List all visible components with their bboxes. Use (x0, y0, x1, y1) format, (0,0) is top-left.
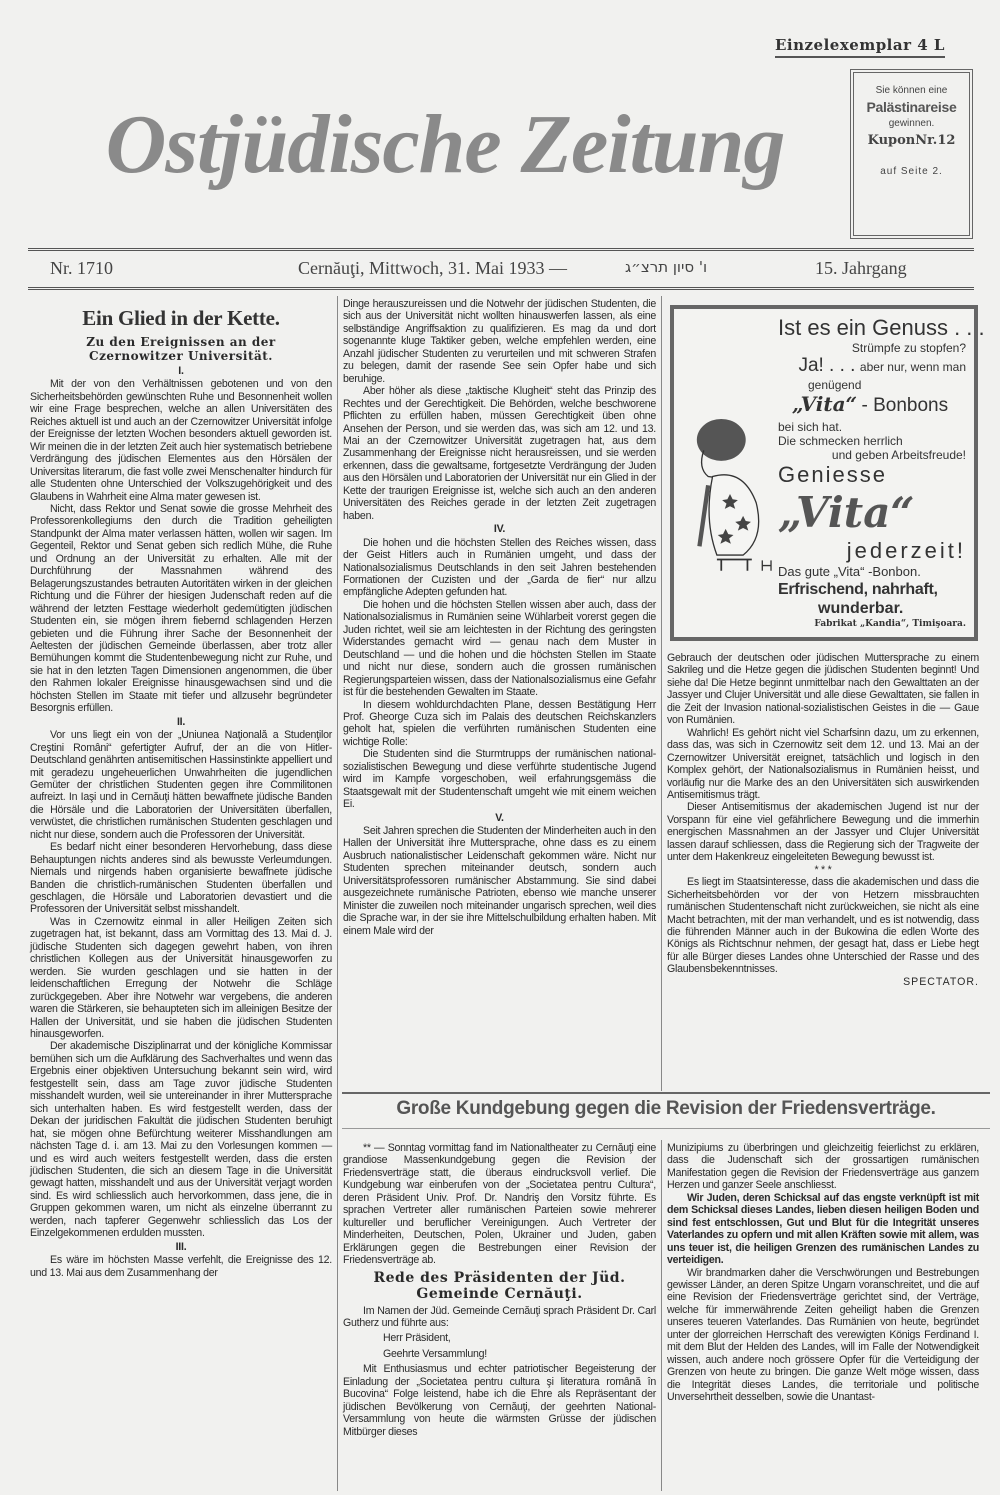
article-title: Ein Glied in der Kette. (82, 306, 280, 330)
vita-brand-logo: „Vita“ (792, 392, 858, 416)
article-subtitle: Zu den Ereignissen an der Czernowitzer Universität. (86, 335, 276, 363)
promo-box (850, 69, 973, 239)
divider (342, 1092, 990, 1094)
paragraph: Gebrauch der deutschen oder jüdischen Muttersprache zu einem Sakrileg und die Hetze gegen die jüdischen Studenten beginnt! Und siehe da! Die Hetze beginnt unmittelbar nach den Gewalttaten an der Jassyer und Clujer Universität und alle diese Gewalttaten, sie fallen in die Zeit der Invasion national-sozialistischen Geistes in die — Gaue von Rumänien. (667, 652, 979, 727)
paragraph: Die Studenten sind die Sturmtrupps der rumänischen national-sozialistischen Bewegung und diese verführte studentische Jugend wird im Kampfe vorgeschoben, weil erfahrungsgemäss die Staatsgewalt mit der Studentenschaft umgeht wie mit einem weichen Ei. (343, 748, 656, 811)
issue-date: Cernăuţi, Mittwoch, 31. Mai 1933 — (298, 258, 567, 278)
ad-text: Strümpfe zu stopfen? (851, 341, 966, 355)
lead-article-column-1 (30, 306, 332, 1279)
paragraph: Aber höher als diese „taktische Klugheit“ steht das Prinzip des Rechtes und der Gerechtigkeit. Die Behörden, welche beschworene Pflichten zu erfüllen haben, müssen Gerechtigkeit üben ohne Ansehen der Person, und sie werden das, was sich am 12. und 13. Mai an der Czernowitzer Universität zugetragen hat, aus dem Zusammenhang der Ereignisse nicht herausreissen, und sie werden erkennen, dass die gewaltsame, fortgesetzte Verdrängung der Juden aus den Hörsälen und Laboratorien der Universität nur ein Glied in der Kette der traurigen Ereignisse ist, welche sich auch an den anderen Universitäten des Reiches gerade in der letzten Zeit zugetragen haben. (343, 385, 656, 522)
ad-headline: Ist es ein Genuss . . . (778, 315, 985, 340)
paragraph: Wir brandmarken daher die Verschwörungen und Bestrebungen gewisser Länder, an deren Spitze Ungarn voranschreitet, und die auf eine Revision der Friedensverträge gerichtet sind, der Verträge, welche für immerwährende Zeiten geheiligt haben die Grenzen unseres teueren Vaterlandes. Das Rumänien von heute, begründet unter der glorreichen Herrschaft des verewigten Königs Ferdinand I. mit dem Blut der Helden des Landes, will im Falle der Notwendigkeit wissen, auch andere noch grössere Opfer für die Verteidigung der Grenzen von heute zu bringen. Die ganze Welt möge wissen, dass die Integrität dieses Landes, die territoriale und politische Unversehrtheit desselben, sowie die Unantast- (667, 1266, 979, 1404)
promo-line: Sie können eine (875, 85, 948, 96)
section-number: I. (178, 365, 184, 377)
promo-line: auf Seite 2. (880, 166, 943, 177)
vita-bonbons-advertisement (670, 305, 985, 641)
ad-text: Die schmecken herrlich (778, 434, 903, 448)
column-divider (661, 296, 662, 1091)
paragraph: Es wäre im höchsten Masse verfehlt, die Ereignisse des 12. und 13. Mai aus dem Zusammenhang der (30, 1254, 332, 1279)
price-label: Einzelexemplar 4 L (775, 36, 945, 58)
promo-coupon: KuponNr.12 (867, 133, 956, 148)
ad-slogan: wunderbar. (818, 600, 904, 617)
salutation: Herr Präsident, (383, 1332, 451, 1345)
column-divider (661, 1140, 662, 1491)
ad-text: - Bonbons (861, 395, 949, 416)
paragraph: Die hohen und die höchsten Stellen wissen aber auch, dass der Nationalsozialismus in Rumänien seine Wühlarbeit vorerst gegen die Juden richtet, weil sie am leichtesten in der Richtung des geringsten Widerstandes gemacht wird — genau nach dem Muster in Deutschland — und die hohen und die höchsten Stellen im Staate und nicht nur diese, sondern auch die grossen rumänischen Regierungsparteien wissen, dass der Nationalsozialismus eine Gefahr ist für die bestehenden Gewalten im Staate. (343, 598, 656, 699)
paragraph: Mit der von den Verhältnissen gebotenen und von den Sicherheitsbehörden gewünschten Ruhe und Besonnenheit wollen wir eine Frage besprechen, welche an allen Universitäten des Reiches aktuell ist und auch an der Czernowitzer Universität infolge der Ereignisse der letzten Wochen besonders aktuell geworden ist. Wir meinen die in der letzten Zeit auch hier systematisch betriebene Verdrängung des jüdischen Elementes aus den Hörsälen der Universitas literarum, die fast volle zwei Menschenalter hindurch für alle Studenten ohne Unterschied der Volkszugehörigkeit und des Glaubens in Wahrheit eine Alma mater gewesen ist. (30, 378, 332, 503)
ad-text: jederzeit! (846, 538, 966, 563)
promo-headline: Palästinareise (866, 99, 957, 115)
section-number: IV. (493, 523, 506, 536)
masthead-logo: Ostjüdische Zeitung (105, 98, 785, 191)
paragraph: Seit Jahren sprechen die Studenten der Minderheiten auch in den Hallen der Universität ihre Muttersprache, ohne dass es zu einem Ausbruch nationalistischer Leidenschaft gekommen wäre. Nicht nur Studenten sprechen miteinander deutsch, sondern auch Universitätsprofessoren rumänischer Abstammung. Sie sind dabei ausgezeichnete rumänische Patrioten, ebenso wie manche unserer Minister die zuweilen noch miteinander ungarisch sprechen, weil dies die Sprache war, in der sie ihre Mittelschulbildung erhalten haben. Mit einem Male wird der (343, 825, 656, 937)
paragraph: Die hohen und die höchsten Stellen des Reiches wissen, dass der Geist Hitlers auch in Rumänien umgeht, und dass der Nationalsozialismus Deutschlands in den seit Jahren bestehenden Formationen der Cuzisten und der „Garda de fier“ nur allzu empfängliche Adepten gefunden hat. (343, 536, 656, 599)
woman-darning-illustration-icon (682, 404, 778, 584)
divider (28, 248, 974, 251)
ad-manufacturer: Fabrikat „Kandia“, Timişoara. (814, 619, 966, 629)
paragraph: Vor uns liegt ein von der „Uniunea Naţională a Studenţilor Creştini Români“ gefertigter Aufruf, der an die von Hitler-Deutschland genährten antisemitischen Hassinstinkte appelliert und mit geradezu ungeheuerlichen Unwahrheiten die jugendlichen Gemüter der christlichen Studenten gegen ihre Commilitonen aufreizt. In Iaşi und in Cernăuţi hätten bewaffnete jüdische Banden die Hörsäle und die Laboratorien der Universitäten überfallen, verwüstet, die christlichen rumänischen Studenten geschlagen und nicht nur diese, sondern auch die Professoren der Universität. (30, 729, 332, 841)
dateline (50, 258, 950, 282)
volume-year: 15. Jahrgang (815, 258, 907, 278)
divider (28, 287, 974, 290)
separator-stars: * * * (814, 863, 832, 876)
paragraph: Wir Juden, deren Schicksal auf das engste verknüpft ist mit dem Schicksal dieses Landes, lieben diesen heiligen Boden und sind fest entschlossen, Gut und Blut für die Integrität unseres Vaterlandes zu opfern und mit allen Kräften sowie mit allem, was uns teuer ist, die heiligen Grenzen des rumänischen Landes zu verteidigen. (667, 1191, 979, 1267)
ad-text: Geniesse (778, 462, 887, 487)
second-article-column-1 (343, 1142, 656, 1438)
author-signature: SPECTATOR. (903, 975, 979, 988)
ad-text: genügend (808, 378, 862, 392)
paragraph: Nicht, dass Rektor und Senat sowie die grosse Mehrheit des Professorenkollegiums den durch die Tradition geheiligten Standpunkt der Alma mater verlassen hätten, wollen wir sagen. Im Gegenteil, Rektor und Senat geben sich redlich Mühe, die Ruhe und Ordnung an der Universität zu erhalten. Alle mit der Durchführung der Massnahmen während des Belagerungszustandes betrauten Autoritäten wirken in der gleichen Richtung und die Führer der hiesigen Judenschaft reden auf die während der letzten Festtage wiederholt gedemütigten jüdischen Studenten ein, sie mögen ihrem fiebernd schlagenden Herzen gebieten und die Führung ihrer Sache der Besonnenheit der Aeltesten der jüdischen Gemeinde überlassen, aber trotz aller Bemühungen kommt die Studentenbewegung nicht zur Ruhe, und sie hat in den letzten Tagen Dimensionen angenommen, die über den Rahmen lokaler Ereignisse hinausgewachsen sind und die höchsten Stellen im Staate mit tiefer und allzusehr begründeter Besorgnis erfüllen. (30, 502, 332, 715)
promo-line: gewinnen. (888, 118, 935, 129)
article-subheading: Rede des Präsidenten der Jüd. Gemeinde Cernăuţi. (373, 1269, 626, 1302)
ad-text: Ja! . . . (798, 355, 856, 376)
paragraph: ** — Sonntag vormittag fand im Nationaltheater zu Cernăuţi eine grandiose Massenkundgebung gegen die Revision der Friedensverträge statt, die überaus eindrucksvoll verlief. Die Kundgebung war einberufen von der „Societatea pentru Cultura“, deren Präsident Univ. Prof. Dr. Nandriş den Vorsitz führte. Es sprachen Vertreter aller rumänischen Parteien sowie mehrerer kultureller und beruflicher Vereinigungen. Auch Vertreter der Minderheiten, Deutschen, Polen, Ukrainer und Juden, gaben Erklärungen gegen die Bestrebungen einer Revision der Friedensverträge ab. (343, 1142, 656, 1267)
lead-article-column-2 (343, 298, 656, 937)
lead-article-column-3 (667, 652, 979, 988)
paragraph: Mit Enthusiasmus und echter patriotischer Begeisterung der Einladung der „Societatea pentru cultura şi literatura română în Bucovina“ Folge leistend, habe ich die Ehre als Repräsentant der jüdischen Bevölkerung von Cernăuţi, der geehrten National-Versammlung von heute die wärmsten Grüsse der jüdischen Mitbürger dieses (343, 1363, 656, 1438)
vita-brand-logo: „Vita“ (778, 488, 915, 537)
salutation: Geehrte Versammlung! (383, 1347, 487, 1360)
section-number: III. (175, 1240, 187, 1253)
hebrew-date: ו' סיון תרצ״ג (625, 258, 708, 276)
issue-number: Nr. 1710 (50, 258, 113, 278)
ad-text: bei sich hat. (778, 420, 843, 434)
ad-text: Das gute „Vita“ -Bonbon. (778, 564, 921, 579)
paragraph: Der akademische Disziplinarrat und der königliche Kommissar bemühen sich um die Aufklärung des Sachverhaltes und wenn das Ergebnis einer objektiven Untersuchung bekannt sein wird, wird festgestellt sein, dass am Tage zuvor jüdische Studenten misshandelt wurden, weil sie untereinander in ihrer Muttersprache sich unterhalten haben. Es wird festgestellt werden, dass der Dekan der juridischen Fakultät die jüdischen Studenten beruhigt hat, sie mögen ohne Befürchtung weiterer Misshandlungen am nächsten Tage d. i. am 13. Mai zu den Vorlesungen kommen — und es wird auch weiters festgestellt werden, dass die ersten jüdischen Studenten, die sich an diesem Tage in die Universität gewagt hatten, misshandelt und aus der Universität verjagt worden sind. Es wird schliesslich auch hervorkommen, dass jene, die in Gruppen gekommen waren, um nicht als einzelne überrannt zu werden, nach tapferer Gegenwehr schliesslich das Los der Einzelgekommenen erdulden mussten. (30, 1040, 332, 1240)
column-divider (337, 296, 338, 1491)
paragraph: Dieser Antisemitismus der akademischen Jugend ist nur der Vorspann für eine viel gefährlichere Bewegung und die immerhin energischen Massnahmen an der Jassyer und Clujer Universität lassen darauf schliessen, dass die Regierung sich der Tragweite der unter dem Hakenkreuz eingeleiteten Bewegung bewusst ist. (667, 801, 979, 864)
paragraph: In diesem wohldurchdachten Plane, dessen Bestätigung Herr Prof. Gheorge Cuza sich im Palais des deutschen Reichskanzlers geholt hat, spielen die verführten rumänischen Studenten eine wichtige Rolle: (343, 698, 656, 748)
section-number: II. (176, 715, 186, 728)
paragraph: Wahrlich! Es gehört nicht viel Scharfsinn dazu, um zu erkennen, dass das, was sich in Czernowitz seit dem 12. und 13. Mai an der Czernowitzer Universität ereignet, tatsächlich und logisch in den Komplex gehört, der Nationalsozialismus in Rumänien heisst, und vorläufig nur die Marke des an den Universitäten sich auswirkenden Antisemitismus trägt. (667, 726, 979, 801)
paragraph: Es bedarf nicht einer besonderen Hervorhebung, dass diese Behauptungen nichts anderes sind als bewusste Verleumdungen. Niemals und nirgends haben organisierte bewaffnete jüdische Banden die christlich-rumänischen Studenten überfallen und geschlagen, die Hörsäle und Laboratorien devastiert und die Professoren der Universität selbst misshandelt. (30, 841, 332, 916)
paragraph: Munizipiums zu überbringen und gleichzeitig feierlichst zu erklären, dass die Judenschaft sich der grossartigen rumänischen Manifestation gegen die Revision der Friedensverträge aus ganzem Herzen und ganzer Seele anschliesst. (667, 1142, 979, 1192)
ad-text: aber nur, wenn man (859, 360, 966, 374)
ad-slogan: Erfrischend, nahrhaft, (778, 581, 938, 598)
ad-text: und geben Arbeitsfreude! (831, 448, 966, 462)
paragraph: Was in Czernowitz einmal in aller Heiligen Zeiten sich zugetragen hat, ist bekannt, dass am Vormittag des 13. Mai d. J. jüdische Studenten sich dagegen gewehrt haben, von ihren christlichen Kollegen aus der Universität hinausgeworfen zu werden. Sie wurden geschlagen und sie hatten in der leidenschaftlichen Erregung der Notwehr die Schläge zurückgegeben. Aber ihre Notwehr war vergebens, die anderen waren die Stärkeren, sie behaupteten sich im alleinigen Besitze der Hallen der Universität, und sie haben die jüdischen Studenten hinausgeworfen. (30, 915, 332, 1041)
article-headline: Große Kundgebung gegen die Revision der Friedensverträge. (342, 1096, 990, 1129)
ad-copy (778, 315, 985, 630)
second-article-column-2 (667, 1142, 979, 1404)
paragraph: Im Namen der Jüd. Gemeinde Cernăuţi sprach Präsident Dr. Carl Gutherz und führte aus: (343, 1304, 656, 1329)
section-number: V. (495, 811, 504, 824)
paragraph: Dinge herauszureissen und die Notwehr der jüdischen Studenten, die sich aus der Universität nicht wollten hinauswerfen lassen, als eine selbständige Angriffsaktion zu qualifizieren. Es mag da und dort sogenannte kluge Taktiker geben, welche empfehlen werden, eine Anzahl jüdischer Studenten zu verurteilen und mit schweren Strafen zu belegen, damit der rasende See sein Opfer habe und sich beruhige. (343, 298, 656, 385)
paragraph: Es liegt im Staatsinteresse, dass die akademischen und dass die Sicherheitsbehörden vor der von Hetzern missbrauchten rumänischen Studentenschaft nicht zurückweichen, sie nicht als eine Macht betrachten, mit der man verhandelt, und es ist notwendig, dass die führenden Männer auch in der Bukowina die edlen Worte des Königs als Richtschnur nehmen, der gesagt hat, dass er Liebe hegt für alle Bürger dieses Landes ohne Unterschied der Rasse und des Glaubensbekenntnisses. (667, 876, 979, 976)
